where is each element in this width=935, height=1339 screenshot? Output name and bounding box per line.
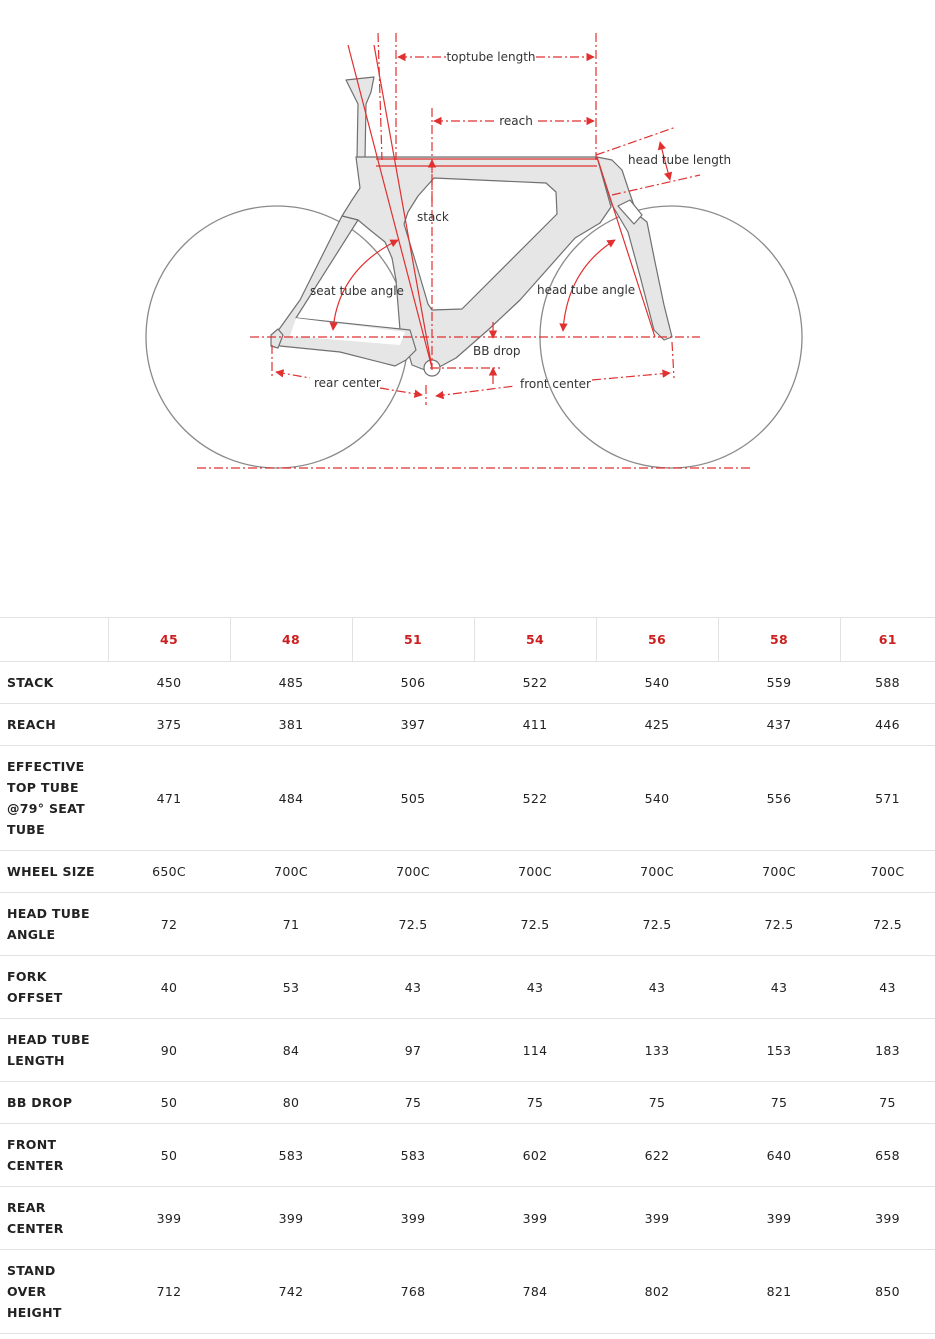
table-cell: 75 xyxy=(840,1082,935,1124)
table-cell: 43 xyxy=(596,956,718,1019)
table-cell: 43 xyxy=(352,956,474,1019)
table-row xyxy=(0,893,935,956)
row-label: REACH xyxy=(0,704,108,746)
table-cell: 571 xyxy=(840,746,935,851)
table-cell: 658 xyxy=(840,1124,935,1187)
table-cell: 40 xyxy=(108,956,230,1019)
row-label: WHEEL SIZE xyxy=(0,851,108,893)
size-header: 45 xyxy=(108,618,230,662)
table-cell: 588 xyxy=(840,662,935,704)
table-cell: 399 xyxy=(230,1187,352,1250)
row-label: STACK xyxy=(0,662,108,704)
table-cell: 559 xyxy=(718,662,840,704)
table-cell: 485 xyxy=(230,662,352,704)
table-cell: 700C xyxy=(230,851,352,893)
table-cell: 381 xyxy=(230,704,352,746)
bike-geometry-diagram xyxy=(0,0,935,520)
table-cell: 72.5 xyxy=(474,893,596,956)
table-cell: 700C xyxy=(596,851,718,893)
table-cell: 446 xyxy=(840,704,935,746)
label-head-tube-angle: head tube angle xyxy=(537,283,636,297)
table-cell: 700C xyxy=(474,851,596,893)
table-cell: 75 xyxy=(718,1082,840,1124)
table-row xyxy=(0,956,935,1019)
label-stack: stack xyxy=(417,210,449,224)
header-corner xyxy=(0,618,108,662)
row-label: HEAD TUBE ANGLE xyxy=(0,893,108,956)
row-label: BB DROP xyxy=(0,1082,108,1124)
table-cell: 411 xyxy=(474,704,596,746)
table-cell: 583 xyxy=(352,1124,474,1187)
table-cell: 75 xyxy=(596,1082,718,1124)
label-bb-drop: BB drop xyxy=(473,344,521,358)
table-cell: 540 xyxy=(596,746,718,851)
row-label: STAND OVER HEIGHT xyxy=(0,1250,108,1334)
table-cell: 397 xyxy=(352,704,474,746)
table-cell: 784 xyxy=(474,1250,596,1334)
table-cell: 80 xyxy=(230,1082,352,1124)
label-front-center: front center xyxy=(520,377,591,391)
table-cell: 712 xyxy=(108,1250,230,1334)
table-cell: 583 xyxy=(230,1124,352,1187)
table-cell: 425 xyxy=(596,704,718,746)
table-row xyxy=(0,1019,935,1082)
table-cell: 72.5 xyxy=(596,893,718,956)
table-cell: 50 xyxy=(108,1082,230,1124)
table-cell: 90 xyxy=(108,1019,230,1082)
table-cell: 399 xyxy=(108,1187,230,1250)
label-rear-center: rear center xyxy=(314,376,381,390)
size-header: 48 xyxy=(230,618,352,662)
size-header-row xyxy=(0,618,935,662)
table-cell: 622 xyxy=(596,1124,718,1187)
table-cell: 399 xyxy=(718,1187,840,1250)
table-cell: 850 xyxy=(840,1250,935,1334)
table-cell: 471 xyxy=(108,746,230,851)
row-label: REAR CENTER xyxy=(0,1187,108,1250)
table-cell: 72 xyxy=(108,893,230,956)
table-cell: 505 xyxy=(352,746,474,851)
geometry-table xyxy=(0,617,935,1334)
table-cell: 183 xyxy=(840,1019,935,1082)
row-label: EFFECTIVE TOP TUBE @79° SEAT TUBE xyxy=(0,746,108,851)
size-header: 61 xyxy=(840,618,935,662)
table-row xyxy=(0,704,935,746)
table-cell: 43 xyxy=(840,956,935,1019)
table-cell: 72.5 xyxy=(840,893,935,956)
table-cell: 742 xyxy=(230,1250,352,1334)
table-cell: 437 xyxy=(718,704,840,746)
size-header: 56 xyxy=(596,618,718,662)
table-cell: 700C xyxy=(840,851,935,893)
bike-frame xyxy=(271,77,672,376)
table-cell: 72.5 xyxy=(718,893,840,956)
size-header: 51 xyxy=(352,618,474,662)
table-cell: 640 xyxy=(718,1124,840,1187)
table-cell: 399 xyxy=(840,1187,935,1250)
table-cell: 71 xyxy=(230,893,352,956)
table-cell: 484 xyxy=(230,746,352,851)
table-cell: 114 xyxy=(474,1019,596,1082)
table-cell: 556 xyxy=(718,746,840,851)
table-cell: 75 xyxy=(352,1082,474,1124)
size-header: 58 xyxy=(718,618,840,662)
table-cell: 821 xyxy=(718,1250,840,1334)
label-head-tube-length: head tube length xyxy=(628,153,732,167)
table-row xyxy=(0,1124,935,1187)
table-cell: 602 xyxy=(474,1124,596,1187)
table-cell: 153 xyxy=(718,1019,840,1082)
table-row xyxy=(0,746,935,851)
table-cell: 506 xyxy=(352,662,474,704)
table-row xyxy=(0,1187,935,1250)
table-cell: 399 xyxy=(596,1187,718,1250)
table-cell: 700C xyxy=(352,851,474,893)
label-toptube-length: toptube length xyxy=(446,50,536,64)
table-cell: 540 xyxy=(596,662,718,704)
row-label: HEAD TUBE LENGTH xyxy=(0,1019,108,1082)
label-seat-tube-angle: seat tube angle xyxy=(310,284,404,298)
label-reach: reach xyxy=(499,114,533,128)
table-cell: 522 xyxy=(474,746,596,851)
table-cell: 133 xyxy=(596,1019,718,1082)
table-cell: 700C xyxy=(718,851,840,893)
row-label: FRONT CENTER xyxy=(0,1124,108,1187)
table-row xyxy=(0,662,935,704)
row-label: FORK OFFSET xyxy=(0,956,108,1019)
table-cell: 43 xyxy=(474,956,596,1019)
table-cell: 399 xyxy=(352,1187,474,1250)
table-cell: 450 xyxy=(108,662,230,704)
table-row xyxy=(0,851,935,893)
table-cell: 72.5 xyxy=(352,893,474,956)
table-row xyxy=(0,1250,935,1334)
table-cell: 53 xyxy=(230,956,352,1019)
table-cell: 650C xyxy=(108,851,230,893)
table-cell: 84 xyxy=(230,1019,352,1082)
table-cell: 399 xyxy=(474,1187,596,1250)
table-cell: 97 xyxy=(352,1019,474,1082)
table-cell: 375 xyxy=(108,704,230,746)
table-cell: 43 xyxy=(718,956,840,1019)
table-cell: 768 xyxy=(352,1250,474,1334)
table-cell: 802 xyxy=(596,1250,718,1334)
table-cell: 522 xyxy=(474,662,596,704)
size-header: 54 xyxy=(474,618,596,662)
table-row xyxy=(0,1082,935,1124)
table-cell: 50 xyxy=(108,1124,230,1187)
table-cell: 75 xyxy=(474,1082,596,1124)
